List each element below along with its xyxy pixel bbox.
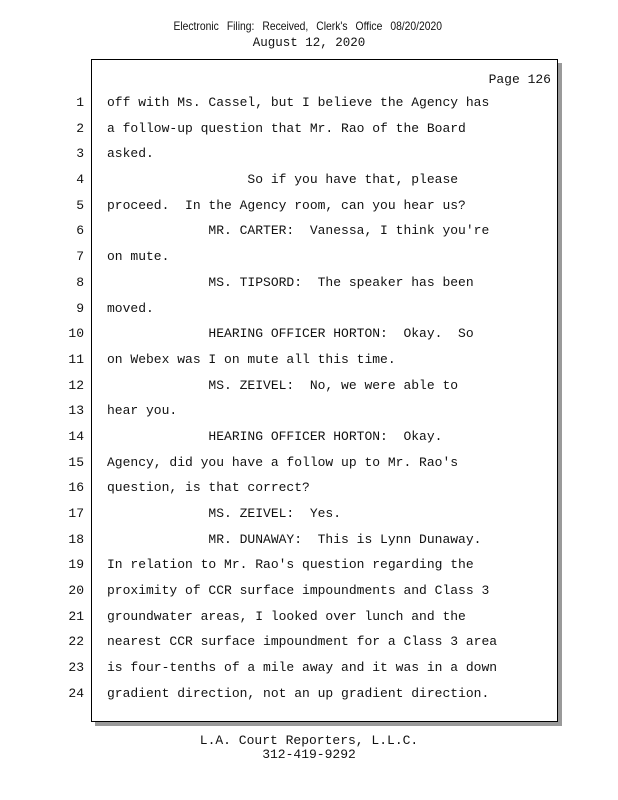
line-number: 1	[76, 95, 84, 110]
transcript-line: proximity of CCR surface impoundments and Class 3	[107, 583, 490, 599]
transcript-line: nearest CCR surface impoundment for a Class 3 area	[107, 634, 498, 650]
transcript-line: asked.	[107, 146, 154, 162]
line-number: 22	[68, 634, 84, 650]
transcript-line: MR. CARTER: Vanessa, I think you're	[107, 223, 490, 239]
line-number: 9	[76, 300, 84, 316]
reporter-phone: 312-419-9292	[262, 747, 356, 762]
transcript-line: MS. TIPSORD: The speaker has been	[107, 274, 474, 290]
reporter-company: L.A. Court Reporters, L.L.C.	[199, 733, 419, 748]
transcript-date: August 12, 2020	[252, 36, 366, 50]
transcript-line: on mute.	[107, 249, 170, 265]
line-number: 12	[68, 377, 84, 393]
transcript-line: groundwater areas, I looked over lunch and the	[107, 608, 466, 624]
filing-stamp: Electronic Filing: Received, Clerk's Office 08/20/2020	[173, 19, 442, 33]
line-number: 17	[68, 506, 84, 521]
transcript-line: MR. DUNAWAY: This is Lynn Dunaway.	[107, 531, 482, 547]
line-number: 18	[68, 531, 84, 547]
line-number: 2	[76, 120, 84, 136]
line-number: 6	[76, 223, 84, 239]
transcript-line: In relation to Mr. Rao's question regarding the	[107, 557, 474, 573]
line-number: 20	[68, 583, 84, 599]
transcript-line: Agency, did you have a follow up to Mr. Rao's	[107, 454, 459, 470]
line-number: 14	[68, 428, 84, 444]
line-number: 19	[68, 557, 84, 573]
transcript-line: on Webex was I on mute all this time.	[107, 351, 396, 367]
line-number: 15	[68, 454, 84, 470]
transcript-line: HEARING OFFICER HORTON: Okay. So	[107, 326, 474, 342]
line-number: 5	[76, 197, 84, 213]
line-number: 11	[68, 351, 84, 367]
line-number: 13	[68, 403, 84, 419]
transcript-line: hear you.	[107, 403, 178, 419]
line-number: 23	[68, 660, 84, 676]
transcript-line: HEARING OFFICER HORTON: Okay.	[107, 428, 443, 444]
transcript-line: MS. ZEIVEL: Yes.	[107, 506, 342, 521]
line-number: 7	[76, 249, 84, 265]
transcript-line: a follow-up question that Mr. Rao of the Board	[107, 120, 466, 136]
transcript-line: moved.	[107, 300, 154, 316]
line-number: 8	[76, 274, 84, 290]
transcript-line: So if you have that, please	[107, 172, 459, 188]
page-number: Page 126	[488, 72, 551, 87]
transcript-line: off with Ms. Cassel, but I believe the Agency has	[107, 95, 490, 110]
line-number: 3	[76, 146, 84, 162]
line-number: 10	[68, 326, 84, 342]
line-number: 4	[76, 172, 84, 188]
line-number: 16	[68, 480, 84, 496]
transcript-line: proceed. In the Agency room, can you hear us?	[107, 197, 466, 213]
line-number: 24	[68, 685, 84, 701]
transcript-line: gradient direction, not an up gradient direction.	[107, 685, 490, 701]
line-number-column	[60, 94, 84, 711]
transcript-text	[107, 94, 552, 711]
transcript-line: MS. ZEIVEL: No, we were able to	[107, 377, 459, 393]
line-number: 21	[68, 608, 84, 624]
transcript-line: is four-tenths of a mile away and it was in a down	[107, 660, 498, 676]
transcript-line: question, is that correct?	[107, 480, 310, 496]
